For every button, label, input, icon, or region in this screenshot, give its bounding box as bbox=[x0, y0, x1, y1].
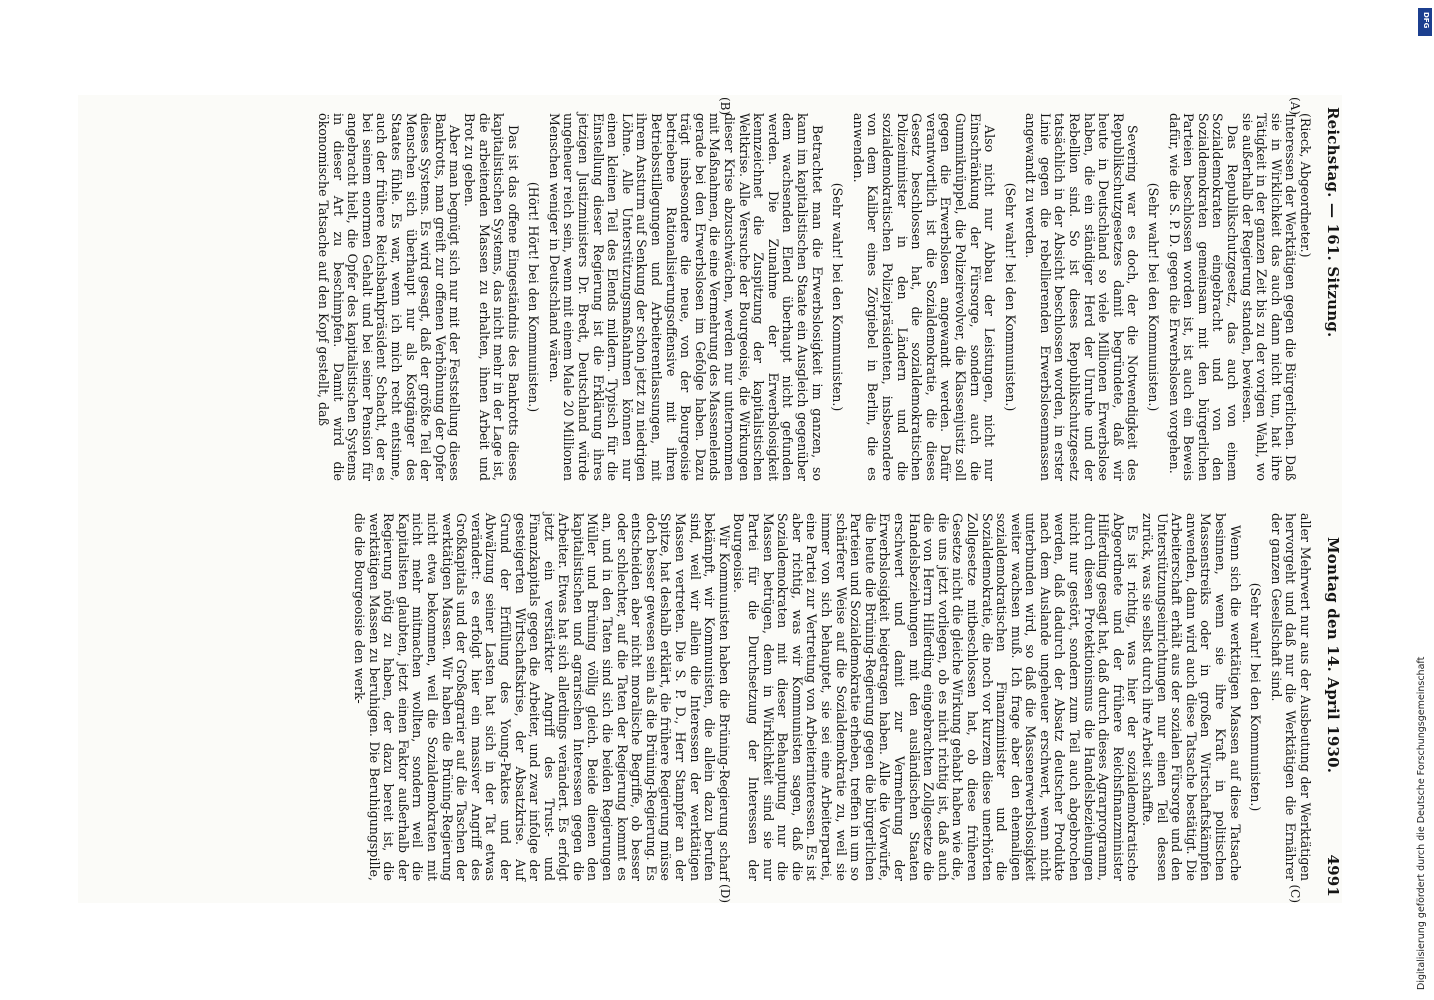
page-number: 4991 bbox=[1324, 854, 1342, 897]
dfg-logo-text: DFG bbox=[1422, 12, 1430, 29]
funding-note-text: Digitalisierung gefördert durch die Deutsche Forschungsgemeinschaft bbox=[1416, 656, 1427, 990]
paragraph: Wir Kommunisten haben die Brüning-Regierung scharf bekämpft, wir Kommunisten, die allein dazu berufen sind, weil wir allein die Interessen der werktätigen Massen vertreten. Die S. P. D., Herr Stampfer an der Spitze, hat deshalb erklärt, die frühere Regierung müsse doch besser gewesen sein als die Brüning-Regierung. Es entscheiden aber nicht moralische Begriffe, ob besser oder schlechter, auf die Taten der Regierung kommt es an, und in den Taten sind sich die beiden Regierungen Müller und Brüning völlig gleich. Beide dienen den kapitalistischen und agrarischen Interessen gegen die Arbeiter. Etwas hat sich allerdings verändert. Es erfolgt jetzt ein verstärkter Angriff des Trust- und Finanzkapitals gegen die Arbeiter, und zwar infolge der gesteigerten Wirtschaftskrise, der Absatzkrise. Auf Grund der Erfüllung des Young-Paktes und der Abwälzung seiner Lasten hat sich in der Tat etwas verändert: es erfolgt hier ein massiver Angriff des Großkapitals und der Großagrarier auf die Taschen der werktätigen Massen. Wir haben die Brüning-Regierung nicht etwa bekommen, weil die Sozialdemokraten mit nicht mehr mitmachen wollten, sondern weil die Kapitalisten glaubten, jetzt einen Faktor außerhalb der Regierung nötig zu haben, der dazu bereit ist, die werktätigen Massen zu beruhigen. Die Beruhigungspille, die die Bourgeoisie den werk- bbox=[352, 513, 732, 881]
margin-marker-b: (B) bbox=[718, 97, 732, 116]
rotated-page-content bbox=[78, 95, 1342, 903]
paragraph: Es ist richtig, was hier der sozialdemokratische Abgeordnete und der frühere Reichsfinanzminister Hilferding gesagt hat, daß durch dieses Agrarprogramm, durch diesen Protektionismus die Handelsbeziehungen nicht nur gestört, sondern zum Teil auch abgebrochen werden, daß dadurch der Absatz deutscher Produkte nach dem Auslande ungeheuer erschwert, wenn nicht unterbunden wird, so daß die Massenerwerbslosigkeit weiter wachsen muß. Ich frage aber den ehemaligen sozialdemokratischen Finanzminister und die Sozialdemokratie, die noch vor kurzem diese unerhörten Zollgesetze mitbeschlossen hat, ob diese früheren Gesetze nicht die gleiche Wirkung gehabt haben wie die, die uns jetzt vorliegen, ob es nicht richtig ist, daß auch die von Herrn Hilferding eingebrachten Zollgesetze die Handelsbeziehungen mit den ausländischen Staaten erschwert und damit zur Vermehrung der Erwerbslosigkeit beigetragen haben. Alle die Vorwürfe, die heute die Brüning-Regierung gegen die bürgerlichen Parteien und Sozialdemokratie erheben, treffen in um so schärferer Weise auf die Sozialdemokratie zu, weil sie immer von sich behauptet, sie sei eine Arbeiterpartei, eine Partei zur Vertretung von Arbeiterinteressen. Es ist aber richtig, was wir Kommunisten sagen, daß die Sozialdemokraten mit dieser Behauptung nur die Massen betrügen, denn in Wirklichkeit sind sie nur Partei für die Durchsetzung der Interessen der Bourgeoisie. bbox=[731, 513, 1141, 881]
interjection: (Hört! Hört! bei den Kommunisten.) bbox=[526, 181, 542, 413]
paragraph: Severing war es doch, der die Notwendigkeit des Republikschutzgesetzes damit begründete, daß wir heute in Deutschland so viele Millionen Erwerbslose haben, die ein ständiger Herd der Unruhe und der Rebellion sind. So ist dieses Republikschutzgesetz tatsächlich in der Absicht beschlossen worden, in erster Linie gegen die rebellierenden Erwerbslosenmassen angewandt zu werden. bbox=[1023, 113, 1141, 481]
paragraph: Wenn sich die werktätigen Massen auf diese Tatsache besinnen, wenn sie ihre Kraft in politischen Massenstreiks oder in großen Wirtschaftskämpfen anwenden, dann wird auch diese Tatsache bestätigt. Die Arbeiterschaft erhält aus der sozialen Fürsorge und den Unterstützungseinrichtungen nur einen Teil dessen zurück, was sie selbst durch ihre Arbeit schaffte. bbox=[1140, 513, 1243, 881]
paragraph: Betrachtet man die Erwerbslosigkeit im ganzen, so kann im kapitalistischen Staate ein Ausgleich gegenüber dem wachsenden Elend überhaupt nicht gefunden werden. Die Zunahme der Erwerbslosigkeit kennzeichnet die Zuspitzung der kapitalistischen Weltkrise. Alle Versuche der Bourgeoisie, die Wirkungen dieser Krise abzuschwächen, werden nur unternommen mit Maßnahmen, die eine Vermehrung des Massenelends gerade bei den Erwerbslosen im Gefolge haben. Dazu trägt insbesondere die neue, von der Bourgeoisie betriebene Rationalisierungsoffensive mit ihren Betriebsstillegungen und Arbeiterentlassungen, mit ihrem Ansturm auf Senkung der schon jetzt zu niedrigen Löhne. Alle Unterstützungsmaßnahmen können nur einen kleinen Teil des Elends mildern. Typisch für die Einstellung dieser Regierung ist die Erklärung ihres jetzigen Justizministers Dr. Bredt, Deutschland würde ungeheuer reich sein, wenn mit einem Male 20 Millionen Menschen weniger in Deutschland wären. bbox=[546, 113, 825, 481]
paragraph: Interessen der Werktätigen gegen die Bürgerlichen. Daß sie in Wirklichkeit das auch dann nicht tun, hat ihre Tätigkeit in der ganzen Zeit bis zu der vorigen Wahl, wo sie außerhalb der Regierung standen, bewiesen. bbox=[1239, 113, 1299, 481]
paragraph: Das Republikschutzgesetz, das auch von einem Sozialdemokraten eingebracht und von den Sozialdemokraten gemeinsam mit den bürgerlichen Parteien beschlossen worden ist, ist auch ein Beweis dafür, wie die S. P. D. gegen die Erwerbslosen vorgehen. bbox=[1166, 113, 1241, 481]
interjection: (Sehr wahr! bei den Kommunisten.) bbox=[830, 182, 846, 412]
paragraph: (Rieck, Abgeordneter.) bbox=[1298, 113, 1313, 258]
margin-marker-a: (A) bbox=[1288, 97, 1302, 116]
paragraph: aller Mehrwert nur aus der Ausbeutung der Werktätigen hervorgeht und daß nur die Werktätigen die Ernährer der ganzen Gesellschaft sind. bbox=[1268, 513, 1313, 881]
right-text-column bbox=[351, 513, 1312, 881]
paragraph: Das ist das offene Eingeständnis des Bankrotts dieses kapitalistischen Systems, das nicht mehr in der Lage ist, die arbeitenden Massen zu erhalten, ihnen Arbeit und Brot zu geben. bbox=[461, 113, 521, 481]
page-header bbox=[1322, 107, 1340, 897]
interjection: (Sehr wahr! bei den Kommunisten.) bbox=[1248, 582, 1264, 812]
paragraph: Aber man begnügt sich nur mit der Feststellung dieses Bankrotts, man greift zur offenen Verhöhnung der Opfer dieses Systems. Es wird gesagt, daß der größte Teil der Menschen sich überhaupt nur als Kostgänger des Staates fühle. Es war, wenn ich mich recht entsinne, auch der frühere Reichsbankpräsident Schacht, der es bei seinem enormen Gehalt und bei seiner Pension für angebracht hielt, die Opfer des kapitalistischen Systems in dieser Art zu beschimpfen. Damit wird die ökonomische Tatsache auf den Kopf gestellt, daß bbox=[316, 113, 463, 481]
dfg-logo bbox=[1418, 8, 1432, 36]
interjection: (Sehr wahr! bei den Kommunisten.) bbox=[1146, 182, 1162, 412]
margin-marker-d: (D) bbox=[718, 884, 732, 903]
paragraph: Also nicht nur Abbau der Leistungen, nicht nur Einschränkung der Fürsorge, sondern auch die Gummiknüppel, die Polizeirevolver, die Klassenjustiz soll gegen die Erwerbslosen angewandt werden. Dafür verantwortlich ist die Sozialdemokratie, die dieses Gesetz beschlossen hat, die sozialdemokratischen Polizeiminister in den Ländern und die sozialdemokratischen Polizeipräsidenten, insbesondere von dem Kaliber eines Zörgiebel in Berlin, die es anwenden. bbox=[850, 113, 998, 481]
funding-note bbox=[1414, 0, 1434, 1000]
scanned-page bbox=[78, 95, 1342, 903]
left-text-column bbox=[315, 113, 1312, 481]
margin-marker-c: (C) bbox=[1288, 884, 1302, 903]
interjection: (Sehr wahr! bei den Kommunisten.) bbox=[1002, 182, 1018, 412]
header-date: Montag den 14. April 1930. bbox=[1324, 537, 1342, 774]
header-session: Reichstag. — 161. Sitzung. bbox=[1324, 107, 1342, 338]
